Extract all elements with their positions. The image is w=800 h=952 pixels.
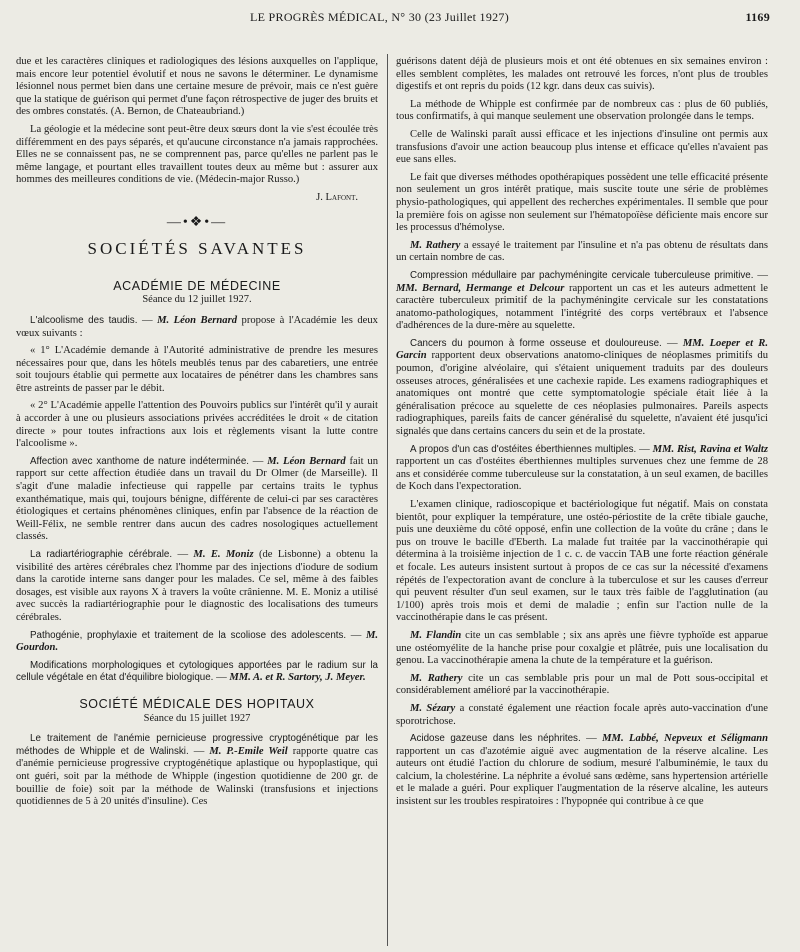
article-author: MM. Bernard, Hermange et Delcour: [396, 282, 565, 294]
article-text: a essayé le traitement par l'insuline et n'a pas obtenu de résultats dans un certain nombre de cas.: [396, 239, 769, 264]
session-date: Séance du 12 juillet 1927.: [142, 294, 252, 306]
article-title: La radiartériographie cérébrale.: [30, 549, 173, 560]
article-title: Affection avec xanthome de nature indéterminée.: [30, 455, 250, 467]
article-text: cite un cas semblable ; six ans après une fièvre typhoïde est apparue une ostéomyélite de la hanche prise pour coxalgie et plâtrée, puis une localisation du genou. La vaccinothérapie amena la chute de la température et la guérison.: [396, 629, 768, 667]
article-title: A propos d'un cas d'ostéites éberthiennes multiples.: [410, 443, 637, 455]
article-cancers: Cancers du poumon à forme osseuse et douloureuse. — MM. Loeper et R. Garcin rapportent deux observations anatomo-cliniques de néoplasmes primitifs du poumon, d'origine alvéolaire, qui s'étaient uniquement traduits par des douleurs osseuses atroces, généralisées et une cachexie rapide. Les examens radiographiques et anatomiques ont montré que cette symptomatologie spéciale était liée à la généralisation précoce au squelette de ces néoplasies pulmonaires. Pareils aspects radiographiques, pareils faits de cancer généralisé du squelette, n'avaient été jusqu'ici signalés que dans certains cancers du sein et de la prostate.: [396, 337, 768, 438]
article-text: rapportent un cas d'ostéites éberthiennes multiples survenues chez une femme de 28 ans et considérée comme tuberculeuse sur la constatation, à un seul examen, de bacilles de Koch dans l'expectoration.: [396, 456, 768, 493]
article-alcoolisme: L'alcoolisme des taudis. — M. Léon Bernard propose à l'Académie les deux vœux suivants :: [16, 314, 378, 339]
right-column: [396, 56, 768, 814]
paragraph: L'examen clinique, radioscopique et bactériologique fut négatif. Mais on constata bientôt, pour expliquer la température, une ostéo-périostite de la crête tibiale gauche, puis une deuxième du côté opposé, enfin une collection de la voûte du crâne ; dans le pus on trouve le bacille d'Eberth. La malade fut traitée par la vaccinothérapie qui détermina à la troisième injection de 1 c. c. de vaccin TAB une forte réaction générale et focale. Les auteurs insistent surtout à propos de ce cas sur la nécessité d'examens répétés de l'expectoration avant de conclure à la tuberculose et sur les causes d'erreur qui peuvent résulter d'un seul examen, sur le taux très faible de l'agglutination (au 1/100) après trois mois et demi de maladie ; enfin sur l'action nulle de la vaccinothérapie dans le cas présent.: [396, 499, 768, 624]
article-author: M. Rathery: [410, 239, 461, 251]
article-author: M. Flandin: [410, 629, 462, 641]
article-title: Cancers du poumon à forme osseuse et douloureuse.: [410, 337, 662, 349]
article-author: M. P.-Emile Weil: [209, 745, 288, 757]
continued-paragraph: guérisons datent déjà de plusieurs mois et ont été obtenues en six semaines environ : elles semblent complètes, les malades ont retrouvé les forces, n'ont plus de troubles digestifs et ont repris du poids (12 kgr. dans deux cas suivis).: [396, 56, 768, 93]
article-text: (de Lisbonne) a obtenu la visibilité des artères cérébrales chez l'homme par des injections d'iodure de sodium dans la carotide interne sans danger pour les malades. Ce sel, même à des faibles dosages, est visible aux rayons X à travers la voûte crânienne. M. E. Moniz a utilisé avec succès la radiartériographie pour le diagnostic des localisations des tumeurs cérébrales.: [16, 549, 378, 623]
society-title: SOCIÉTÉ MÉDICALE DES HOPITAUX: [79, 696, 315, 711]
paragraph: Le fait que diverses méthodes opothérapiques possèdent une telle efficacité présente non seulement un gros intérêt pratique, mais suscite toute une série de problèmes physio-pathologiques, qui appellent des recherches expérimentales. Il semble que pour la première fois on agisse non seulement sur l'hématopoïèse déficiente mais encore sur les processus d'hémolyse.: [396, 171, 768, 234]
article-anemie: Le traitement de l'anémie pernicieuse progressive cryptogénétique par les méthodes de Whipple et de Walinski. — M. P.-Emile Weil rapporte quatre cas d'anémie pernicieuse progressive cryptogénétique aplastique ou hypoplastique, qui ont guéri, soit par la méthode de Whipple (ingestion quotidienne de 200 gr. de bouillie de foie) soit par la méthode de Walinski (transfusions et injections quotidiennes de 5 à 20 unités d'insuline). Ces: [16, 733, 379, 808]
article-rathery: [396, 240, 768, 265]
article-text: a constaté également une réaction focale après auto-vaccination d'une sporotrichose.: [396, 702, 768, 727]
article-compression: Compression médullaire par pachyméningite cervicale tuberculeuse primitive. — MM. Bernard, Hermange et Delcour rapportent un cas et les auteurs admettent le caractère tuberculeux primitif de la pachyméningite cervicale sur les constatations anatomo-pathologiques, notamment l'intégrité des corps vertébraux et l'absence d'adhérences de la dure-mère au squelette.: [396, 269, 768, 332]
paragraph: Celle de Walinski paraît aussi efficace et les injections d'insuline ont permis aux transfusions d'avoir une action beaucoup plus intense et efficace qu'elles n'avaient pas eue sans elles.: [396, 128, 768, 166]
voeu-paragraph: « 1° L'Académie demande à l'Autorité administrative de prendre les mesures nécessaires pour que, dans les hôtels meublés tenus par des cabaretiers, une entrée soit toujours établie qui permette aux locataires de pénétrer dans les chambres sans être astreints de passer par le débit.: [16, 345, 378, 394]
running-header: [0, 10, 800, 36]
article-text: rapportent deux observations anatomo-cliniques de néoplasmes primitifs du poumon, d'origine alvéolaire, qui s'étaient uniquement traduits par des douleurs osseuses atroces, généralisées et une cachexie rapide. Les examens radiographiques et anatomiques ont montré que cette symptomatologie spéciale était liée à la généralisation précoce au squelette de ces néoplasies pulmonaires. Pareils aspects radiographiques, pareils faits de cancer généralisé du squelette, n'avaient été jusqu'ici signalés que dans certains cancers du sein et de la prostate.: [396, 350, 768, 438]
left-column: [16, 56, 378, 814]
section-title: SOCIÉTÉS SAVANTES: [87, 239, 307, 259]
article-text: rapporte quatre cas d'anémie pernicieuse progressive cryptogénétique aplastique ou hypoplastique, qui ont guéri, soit par la méthode de Whipple (ingestion quotidienne de 200 gr. de bouillie de foie) soit par la méthode de Walinski (transfusions et injections quotidiennes de 5 à 20 unités d'insuline). Ces: [16, 745, 379, 808]
journal-title: LE PROGRÈS MÉDICAL, N° 30 (23 Juillet 1927): [250, 10, 510, 24]
article-author: MM. A. et R. Sartory, J. Meyer.: [229, 672, 366, 684]
article-author: MM. Rist, Ravina et Waltz: [652, 443, 768, 455]
article-rathery: [396, 673, 768, 698]
society-title: ACADÉMIE DE MÉDECINE: [113, 278, 281, 293]
article-radiarteriographie: La radiartériographie cérébrale. — M. E. Moniz (de Lisbonne) a obtenu la visibilité des artères cérébrales chez l'homme par des injections d'iodure de sodium dans la carotide interne sans danger pour les malades. Ce sel, même à des faibles dosages, est visible aux rayons X à travers la voûte crânienne. M. E. Moniz a utilisé avec succès la radiartériographie pour le diagnostic des localisations des tumeurs cérébrales.: [16, 549, 378, 623]
article-text: rapportent un cas d'azotémie aiguë avec augmentation de la réserve alcaline. Les auteurs ont étudié l'action du chlorure de sodium, mesuré l'albuminémie, le taux du calcium, la cholestérine. La néphrite a évolué sans œdème, sans hypertension artérielle et le malade a guéri. Pour expliquer l'augmentation de la réserve alcaline, les auteurs insistent sur les troubles respiratoires : l'hypopnée qui contribue à ce que: [396, 745, 768, 808]
intro-paragraph: due et les caractères cliniques et radiologiques des lésions auxquelles on l'applique, mais encore leur potentiel évolutif et nous ne savons le déterminer. Le dynamisme lésionnel nous permet bien dans une certaine mesure de prévoir, mais ce n'est guère que la statique de guérison qui permet d'une façon rétrospective de juger des bruits et des ombres constatés. (A. Bernon, de Chateaubriand.): [16, 56, 378, 118]
article-text: cite un cas semblable pris pour un mal de Pott sous-occipital et considérablement amélioré par la vaccinothérapie.: [396, 672, 768, 697]
article-osteites: A propos d'un cas d'ostéites éberthiennes multiples. — MM. Rist, Ravina et Waltz rapportent un cas d'ostéites éberthiennes multiples survenues chez une femme de 28 ans et considérée comme tuberculeuse sur la constatation, à un seul examen, de bacilles de Koch dans l'expectoration.: [396, 443, 768, 493]
voeu-paragraph: « 2° L'Académie appelle l'attention des Pouvoirs publics sur l'intérêt qu'il y aurait à accorder à une ou plusieurs associations privées accréditées le droit « de citation directe » pour toutes infractions aux lois et règlements visant la lutte contre l'alcoolisme ».: [16, 400, 378, 450]
article-acidose: Acidose gazeuse dans les néphrites. — MM. Labbé, Nepveux et Séligmann rapportent un cas d'azotémie aiguë avec augmentation de la réserve alcaline. Les auteurs ont étudié l'action du chlorure de sodium, mesuré l'albuminémie, le taux du calcium, la cholestérine. La néphrite a évolué sans œdème, sans hypertension artérielle et le malade a guéri. Pour expliquer l'augmentation de la réserve alcaline, les auteurs insistent sur les troubles respiratoires : l'hypopnée qui contribue à ce que: [396, 733, 769, 808]
article-title: Modifications morphologiques et cytologiques apportées par le radium sur la cellule végétale en état d'équilibre biologique.: [16, 659, 378, 684]
author-signature: J. Lafont.: [316, 191, 358, 203]
article-radium: Modifications morphologiques et cytologiques apportées par le radium sur la cellule végétale en état d'équilibre biologique. — MM. A. et R. Sartory, J. Meyer.: [16, 659, 378, 684]
article-title: Le traitement de l'anémie pernicieuse progressive cryptogénétique par les méthodes de Whipple et de Walinski.: [16, 733, 378, 757]
paragraph: La méthode de Whipple est confirmée par de nombreux cas : plus de 60 publiés, tous confirmatifs, à qui manque seulement une observation prolongée dans le temps.: [396, 98, 768, 123]
article-scoliose: Pathogénie, prophylaxie et traitement de la scoliose des adolescents. — M. Gourdon.: [16, 629, 379, 654]
article-xanthome: Affection avec xanthome de nature indéterminée. — M. Léon Bernard fait un rapport sur cette affection étudiée dans un travail du Dr Olmer (de Marseille). Il s'agit d'une maladie infectieuse qui rappelle par certains traits le typhus exanthématique, mais qui, toujours bénigne, différente de celui-ci par ses caractères étiologiques et certains phénomènes cliniques, enfin par l'absence de la réaction de Weill-Félix, ne semble rentrer dans aucun des cadres nosologiques actuellement classés.: [16, 455, 378, 543]
article-text: rapportent un cas et les auteurs admettent le caractère tuberculeux primitif de la pachyméningite cervicale sur les constatations anatomo-pathologiques, notamment l'intégrité des corps vertébraux et l'absence d'adhérences de la dure-mère au squelette.: [396, 282, 768, 332]
article-sezary: [396, 703, 768, 728]
article-title: Compression médullaire par pachyméningite cervicale tuberculeuse primitive.: [410, 269, 754, 281]
page-number: 1169: [745, 10, 770, 24]
article-title: Acidose gazeuse dans les néphrites.: [410, 733, 581, 745]
session-date: Séance du 15 juillet 1927: [143, 712, 251, 724]
article-author: MM. Loeper et R. Garcin: [396, 337, 768, 362]
article-author: M. Rathery: [410, 672, 463, 684]
article-author: M. Sézary: [410, 702, 456, 714]
decorative-flourish: —•❖•—: [166, 214, 228, 230]
article-author: M. E. Moniz: [193, 549, 254, 560]
column-divider: [387, 54, 388, 946]
article-title: Pathogénie, prophylaxie et traitement de la scoliose des adolescents.: [30, 629, 347, 641]
article-text: propose à l'Académie les deux vœux suivants :: [16, 314, 378, 339]
article-author: M. Léon Bernard: [267, 455, 346, 467]
intro-paragraph: La géologie et la médecine sont peut-être deux sœurs dont la vie s'est écoulée très différemment en des pays séparés, et qu'aucune circonstance n'a jamais rapprochées. Elles ne se connaissent pas, ne se comprennent pas, parce qu'elles ne parlent pas le même langage, et pourtant elles travaillent toutes deux au même but : assurer aux hommes des meilleures conditions de vie. (Médecin-major Russo.): [16, 123, 378, 186]
article-title: L'alcoolisme des taudis.: [30, 314, 138, 326]
article-flandin: [396, 630, 768, 668]
article-author: MM. Labbé, Nepveux et Séligmann: [602, 733, 769, 745]
article-author: M. Gourdon.: [16, 629, 379, 654]
article-text: fait un rapport sur cette affection étudiée dans un travail du Dr Olmer (de Marseille). Il s'agit d'une maladie infectieuse qui rappelle par certains traits le typhus exanthématique, mais qui, toujours bénigne, différente de celui-ci par ses caractères étiologiques et certains phénomènes cliniques, enfin par l'absence de la réaction de Weill-Félix, ne semble rentrer dans aucun des cadres nosologiques actuellement classés.: [16, 455, 378, 543]
article-author: M. Léon Bernard: [157, 314, 238, 326]
